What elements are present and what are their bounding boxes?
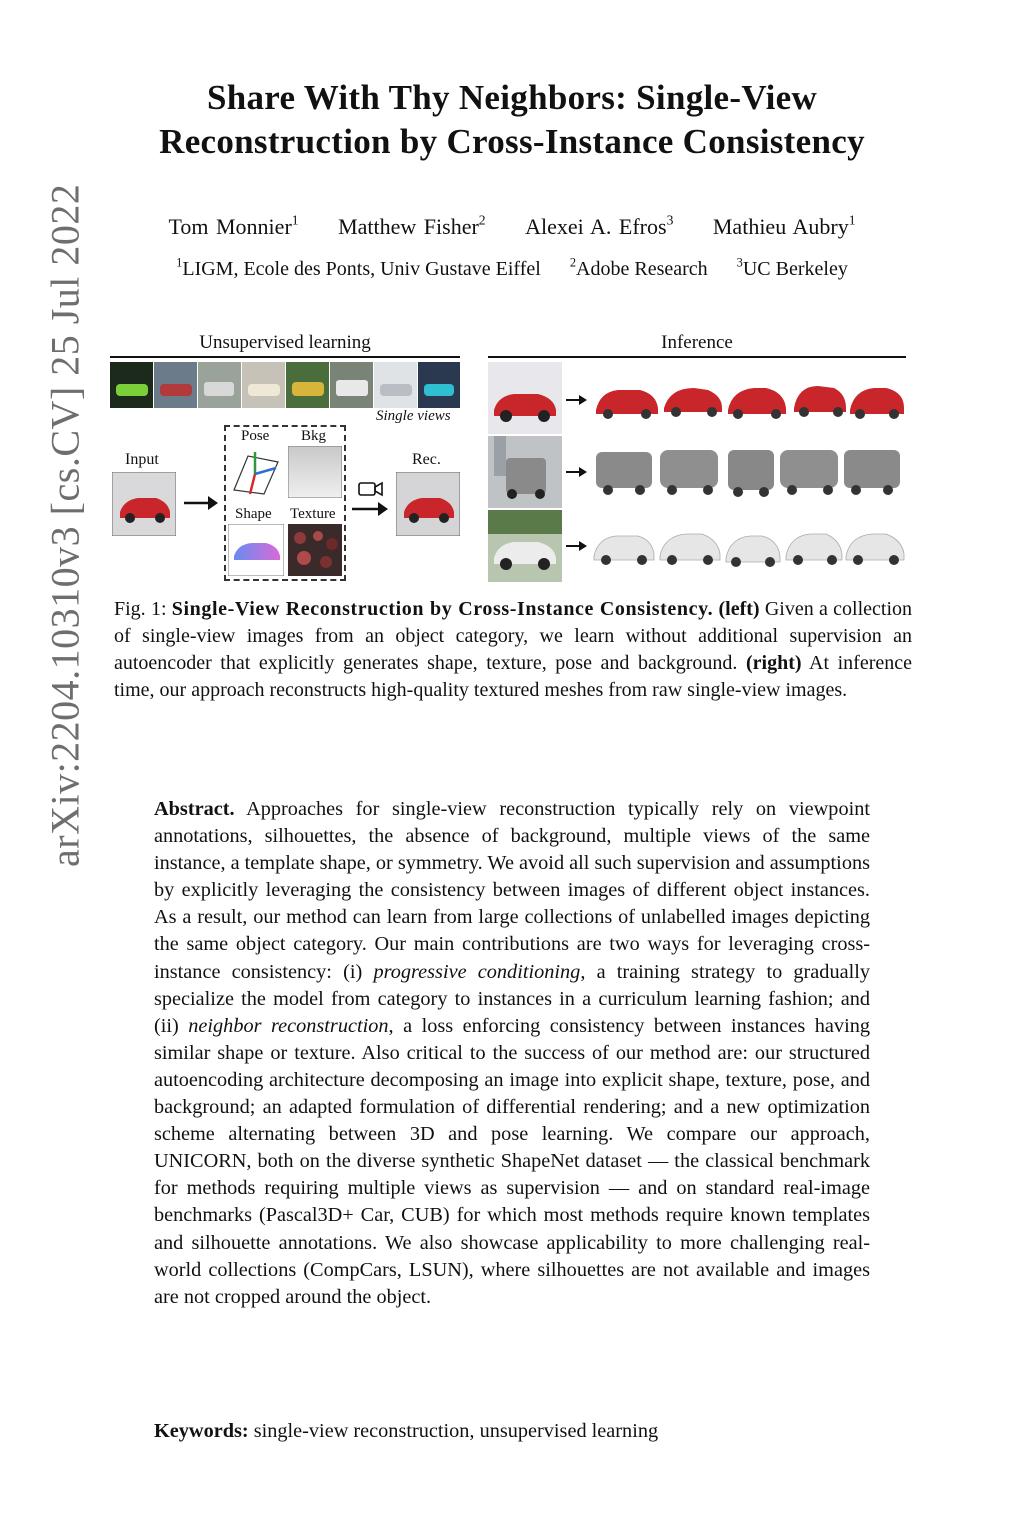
thumbnail [242, 362, 285, 408]
thumbnail [286, 362, 329, 408]
mesh-view [846, 534, 904, 565]
caption-left-tag: (left) [718, 598, 760, 620]
arrow-icon [566, 467, 587, 477]
mesh-view [850, 388, 904, 419]
figure-right-heading: Inference [661, 332, 733, 353]
thumbnail [330, 362, 373, 408]
author: Mathieu Aubry$^1$ [712, 212, 856, 239]
input-image [112, 472, 176, 536]
input-label: Input [125, 451, 159, 468]
caption-label: Fig. 1: [114, 598, 167, 620]
mesh-view [728, 388, 786, 419]
mesh-view [660, 450, 718, 495]
single-views-label: Single views [376, 408, 451, 424]
inference-grid [488, 362, 906, 584]
thumbnail [418, 362, 460, 408]
title-line-2: Reconstruction by Cross-Instance Consistency [159, 122, 865, 161]
inference-input-image [488, 510, 562, 582]
thumbnail [154, 362, 197, 408]
figure-caption [114, 596, 912, 704]
abstract-text: Approaches for single-view reconstruction typically rely on viewpoint annotations, silhouettes, the absence of background, multiple views of the same instance, a template shape, or symmetry. We avoid all such supervision and assumptions by explicitly leveraging the consistency between images of different object instances. As a result, our method can learn from large collections of unlabelled images depicting the same object category. Our main contributions are two ways for leveraging cross-instance consistency: (i) [154, 798, 871, 983]
author: Alexei A. Efros$^3$ [525, 212, 674, 239]
figure-left-heading: Unsupervised learning [199, 332, 371, 353]
texture-label: Texture [290, 506, 336, 522]
title-line-1: Share With Thy Neighbors: Single-View [206, 78, 818, 117]
arrow-icon [566, 541, 587, 551]
bkg-label: Bkg [301, 428, 327, 444]
affiliation: $^2$Adobe Research [569, 255, 708, 280]
background-image [288, 446, 342, 498]
mesh-view [660, 534, 720, 565]
thumbnail [110, 362, 153, 408]
caption-right-tag: (right) [746, 652, 802, 674]
rec-label: Rec. [412, 451, 441, 468]
texture-map-image [288, 524, 342, 576]
arrow-icon [352, 500, 388, 518]
shape-mesh-image [228, 524, 284, 576]
affiliation: $^3$UC Berkeley [736, 255, 848, 280]
mesh-view [664, 388, 722, 417]
inference-input-image [488, 436, 562, 508]
pose-label: Pose [241, 428, 270, 444]
arrow-icon [566, 395, 587, 405]
caption-title: Single-View Reconstruction by Cross-Instance Consistency. [171, 598, 714, 620]
arxiv-stamp: arXiv:2204.10310v3 [cs.CV] 25 Jul 2022 [42, 183, 88, 867]
abstract-label: Abstract. [154, 798, 235, 820]
figure-left-rule [110, 356, 460, 358]
camera-icon [358, 480, 384, 498]
keywords-text: single-view reconstruction, unsupervised learning [253, 1420, 659, 1442]
author-list [100, 214, 924, 240]
mesh-view [794, 386, 846, 417]
caption-right-text: At inference time, our approach reconstructs high-quality textured meshes from raw single-view images. [114, 652, 913, 701]
affiliation: $^1$LIGM, Ecole des Ponts, Univ Gustave Eiffel [176, 255, 541, 280]
mesh-view [596, 452, 652, 495]
keywords [154, 1418, 870, 1445]
keywords-label: Keywords: [154, 1420, 249, 1442]
mesh-view [780, 450, 838, 495]
abstract-text: , a training strategy to gradually specialize the model from category to instances in a curriculum learning fashion; and (ii) [154, 960, 870, 1037]
abstract [154, 796, 870, 1311]
figure-right-rule [488, 356, 906, 358]
affiliation-list [100, 255, 924, 281]
reconstruction-image [396, 472, 460, 536]
mesh-view [596, 390, 658, 419]
mesh-view [786, 534, 842, 565]
abstract-text: , a loss enforcing consistency between instances having similar shape or texture. Also critical to the success of our method are: our structured autoencoding architecture decomposing an image into explicit shape, texture, pose, and background; an adapted formulation of differential rendering; and a new optimization scheme alternating between 3D and pose learning. We compare our approach, UNICORN, both on the diverse synthetic ShapeNet dataset — the classical benchmark for methods requiring multiple views as supervision — and on standard real-image benchmarks (Pascal3D+ Car, CUB) for which most methods require known templates and silhouette annotations. We also showcase applicability to more challenging real-world collections (CompCars, LSUN), where silhouettes are not available and images are not cropped around the object. [154, 1014, 870, 1308]
single-view-strip [110, 362, 460, 408]
mesh-view [726, 536, 780, 567]
thumbnail [198, 362, 241, 408]
inference-input-image [488, 362, 562, 434]
pose-axes-icon [228, 446, 284, 498]
caption-left-text: Given a collection of single-view images from an object category, we learn without additional supervision an autoencoder that explicitly generates shape, texture, pose and background. [114, 598, 912, 674]
abstract-emphasis: progressive conditioning [373, 960, 581, 983]
author: Tom Monnier$^1$ [168, 212, 299, 239]
author: Matthew Fisher$^2$ [338, 212, 486, 239]
thumbnail [374, 362, 417, 408]
shape-label: Shape [235, 506, 272, 522]
paper-title [100, 76, 924, 164]
arrow-icon [184, 494, 218, 512]
abstract-emphasis: neighbor reconstruction [188, 1014, 389, 1037]
mesh-view [728, 450, 774, 497]
mesh-view [844, 450, 900, 495]
mesh-view [594, 536, 654, 565]
